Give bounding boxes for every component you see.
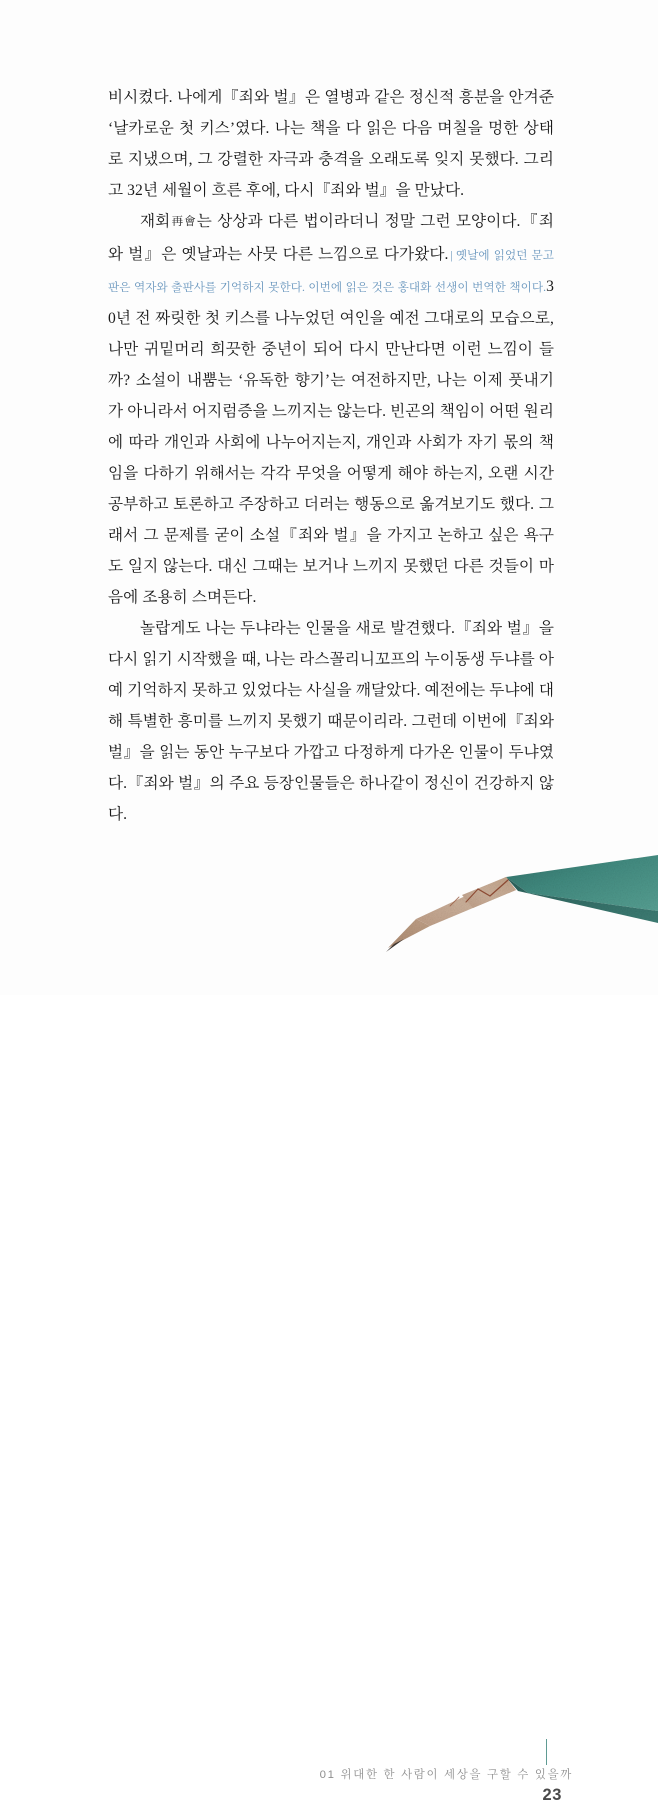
running-head: 01 위대한 한 사람이 세상을 구할 수 있을까 bbox=[319, 1769, 573, 1781]
paragraph-3: 놀랍게도 나는 두냐라는 인물을 새로 발견했다.『죄와 벌』을 다시 읽기 시작했을 때, 나는 라스꼴리니꼬프의 누이동생 두냐를 아예 기억하지 못하고 있었다는 사실을 깨달았다. 예전에는 두냐에 대해 특별한 흥미를 느끼지 못했기 때문이리라. 그런데 이번에『죄와 벌』을 읽는 동안 누구보다 가깝고 다정하게 다가온 인물이 두냐였다.『죄와 벌』의 주요 등장인물들은 하나같이 정신이 건강하지 않다. bbox=[108, 620, 554, 823]
page-number: 23 bbox=[542, 1786, 562, 1804]
footer-divider-rule bbox=[546, 1739, 547, 1765]
margin-note-bar: | bbox=[450, 249, 453, 262]
paragraph-2-after-note: 30년 전 짜릿한 첫 키스를 나누었던 여인을 예전 그대로의 모습으로, 나만 귀밑머리 희끗한 중년이 되어 다시 만난다면 이런 느낌이 들까? 소설이 내뿜는 ‘유독한 향기’는 여전하지만, 나는 이제 풋내기가 아니라서 어지럼증을 느끼지는 않는다. 빈곤의 책임이 어떤 원리에 따라 개인과 사회에 나누어지는지, 개인과 사회가 자기 몫의 책임을 다하기 위해서는 각각 무엇을 어떻게 해야 하는지, 오랜 시간 공부하고 토론하고 주장하고 더러는 행동으로 옮겨보기도 했다. 그래서 그 문제를 굳이 소설『죄와 벌』을 가지고 논하고 싶은 욕구도 일지 않는다. 대신 그때는 보거나 느끼지 못했던 다른 것들이 마음에 조용히 스며든다. bbox=[108, 278, 554, 606]
paragraph-2 bbox=[108, 206, 554, 613]
paragraph-2-lead: 재회 bbox=[139, 213, 171, 230]
hanja-gloss: 再會 bbox=[170, 216, 197, 228]
page-footer bbox=[0, 845, 658, 1804]
paragraph-1: 비시켰다. 나에게『죄와 벌』은 열병과 같은 정신적 흥분을 안겨준 ‘날카로운 첫 키스’였다. 나는 책을 다 읽은 다음 며칠을 멍한 상태로 지냈으며, 그 강렬한 자극과 충격을 오래도록 잊지 못했다. 그리고 32년 세월이 흐른 후에, 다시『죄와 벌』을 만났다. bbox=[108, 89, 554, 199]
paragraph-2-before-note: 는 상상과 다른 법이라더니 정말 그런 모양이다.『죄와 벌』은 옛날과는 사뭇 다른 느낌으로 다가왔다. bbox=[108, 213, 554, 263]
margin-note-text: 옛날에 읽었던 문고판은 역자와 출판사를 기억하지 못한다. 이번에 읽은 것은 홍대화 선생이 번역한 책이다. bbox=[108, 249, 554, 294]
pencil-and-teal-wedge-illustration bbox=[358, 849, 658, 959]
text-column bbox=[108, 82, 554, 830]
